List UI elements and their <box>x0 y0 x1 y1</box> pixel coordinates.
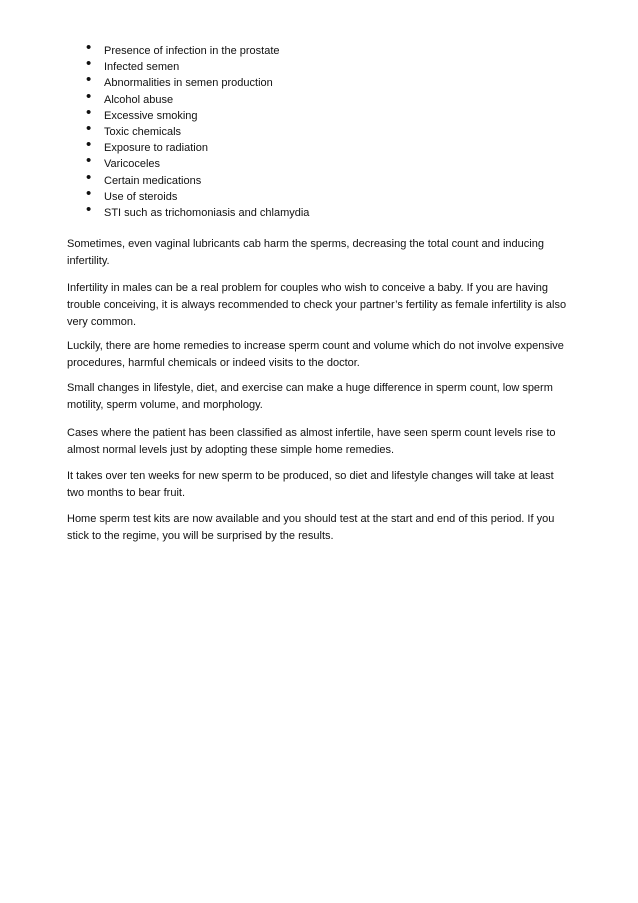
bullet-icon: • <box>86 103 92 121</box>
list-item <box>86 87 309 108</box>
list-item <box>86 152 309 172</box>
list-item <box>86 168 309 189</box>
bullet-icon: • <box>86 152 92 170</box>
list-item-text: Excessive smoking <box>104 109 198 122</box>
list-item <box>86 103 309 124</box>
list-item <box>86 39 309 59</box>
paragraph-home-remedies: Luckily, there are home remedies to increase sperm count and volume which do not involve expensive procedures, harmful chemicals or indeed visits to the doctor. <box>67 340 564 369</box>
paragraph-infertility-males: Infertility in males can be a real problem for couples who wish to conceive a baby. If you are having trouble conceiving, it is always recommended to check your partner’s fertility as female infertility is also very common. <box>67 282 567 328</box>
list-item <box>86 136 309 156</box>
bullet-icon: • <box>86 119 92 137</box>
list-item-text: Varicoceles <box>104 158 161 171</box>
paragraph-test-kits: Home sperm test kits are now available and you should test at the start and end of this period. If you stick to the regime, you will be surprised by the results. <box>67 513 555 542</box>
bullet-icon: • <box>86 184 92 202</box>
list-item-text: Toxic chemicals <box>104 125 182 138</box>
cause-list <box>86 39 310 221</box>
list-item-text: Alcohol abuse <box>104 93 174 106</box>
paragraph-almost-infertile: Cases where the patient has been classified as almost infertile, have seen sperm count levels rise to almost normal levels just by adopting these simple home remedies. <box>67 427 556 456</box>
list-item <box>86 71 309 91</box>
bullet-icon: • <box>86 136 92 154</box>
paragraph-lubricants: Sometimes, even vaginal lubricants cab harm the sperms, decreasing the total count and inducing infertility. <box>67 238 544 267</box>
list-item <box>86 119 309 140</box>
list-item-text: Abnormalities in semen production <box>104 77 273 90</box>
bullet-icon: • <box>86 200 92 218</box>
list-item-text: Presence of infection in the prostate <box>104 45 280 57</box>
list-item-text: Certain medications <box>104 174 202 187</box>
list-item-text: Use of steroids <box>104 190 178 203</box>
bullet-icon: • <box>86 87 92 105</box>
bullet-icon: • <box>86 39 92 56</box>
paragraph-ten-weeks: It takes over ten weeks for new sperm to be produced, so diet and lifestyle changes will take at least two months to bear fruit. <box>67 470 554 499</box>
list-item <box>86 55 309 75</box>
bullet-icon: • <box>86 71 92 89</box>
list-item-text: Exposure to radiation <box>104 142 208 155</box>
list-item <box>86 184 309 205</box>
paragraph-lifestyle-changes: Small changes in lifestyle, diet, and exercise can make a huge difference in sperm count, low sperm motility, sperm volume, and morphology. <box>67 382 553 411</box>
list-item <box>86 200 310 221</box>
list-item-text: Infected semen <box>104 61 180 74</box>
bullet-icon: • <box>86 55 92 73</box>
bullet-icon: • <box>86 168 92 186</box>
list-item-text: STI such as trichomoniasis and chlamydia <box>104 206 310 219</box>
